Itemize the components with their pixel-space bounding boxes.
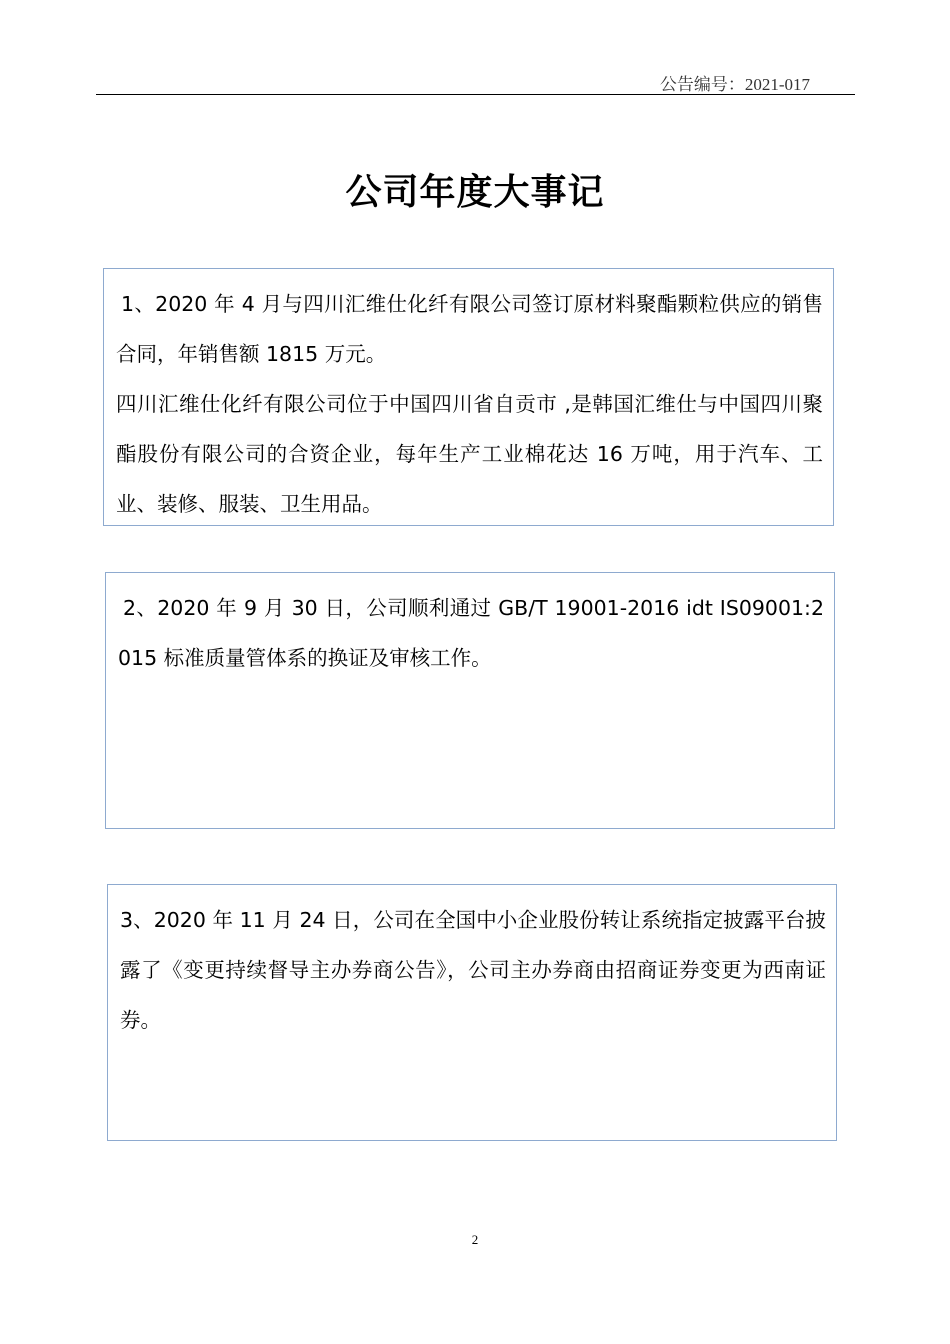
announcement-code: 公告编号：2021-017: [659, 75, 810, 94]
event-2-paragraph-1: 2、2020 年 9 月 30 日，公司顺利通过 GB/T 19001-2016 idt IS09001:2015 标准质量管体系的换证及审核工作。: [118, 596, 824, 670]
event-box-2: [105, 572, 835, 829]
page-title: 公司年度大事记: [345, 172, 605, 213]
event-3-paragraph-1: 3、2020 年 11 月 24 日，公司在全国中小企业股份转让系统指定披露平台披露了《变更持续督导主办券商公告》，公司主办券商由招商证券变更为西南证券。: [120, 908, 826, 1032]
event-box-1: [103, 268, 834, 526]
page-number: 2: [471, 1232, 479, 1247]
header-rule: [96, 94, 855, 95]
event-1-paragraph-2: 四川汇维仕化纤有限公司位于中国四川省自贡市 ,是韩国汇维仕与中国四川聚酯股份有限公司的合资企业，每年生产工业棉花达 16 万吨，用于汽车、工业、装修、服装、卫生用品。: [116, 392, 823, 516]
event-box-3: [107, 884, 837, 1141]
event-1-paragraph-1: 1、2020 年 4 月与四川汇维仕化纤有限公司签订原材料聚酯颗粒供应的销售合同，年销售额 1815 万元。: [116, 292, 823, 366]
